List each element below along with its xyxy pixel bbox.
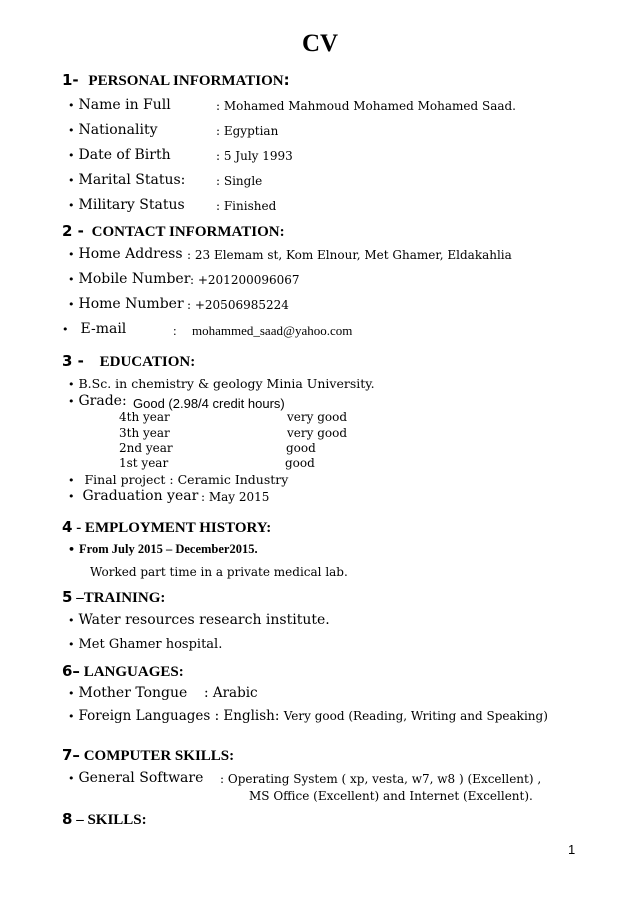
year-row-4-label: 1st year: [119, 456, 169, 470]
section-label: – SKILLS:: [76, 812, 147, 828]
training-item-2: [68, 637, 222, 652]
label: Mobile Number: [78, 271, 191, 287]
label: E-mail: [80, 321, 127, 337]
contact-address-label: [68, 246, 183, 262]
section-label: LANGUAGES:: [83, 664, 184, 680]
languages-mother-value: : Arabic: [204, 685, 258, 701]
bullet: •: [68, 687, 75, 700]
computer-line-1: : Operating System ( xp, vesta, w7, w8 ) (Excellent) ,: [220, 772, 542, 786]
employment-description: Worked part time in a private medical lab.: [90, 565, 348, 579]
bullet: •: [68, 710, 75, 723]
year-row-1-label: 4th year: [119, 410, 170, 424]
label: Nationality: [78, 122, 158, 138]
bullet: •: [68, 395, 75, 408]
section-label: COMPUTER SKILLS:: [83, 748, 235, 764]
label: Final project : Ceramic Industry: [84, 472, 289, 487]
bullet: •: [68, 124, 75, 137]
personal-military-label: [68, 197, 185, 213]
section-label: CONTACT INFORMATION:: [91, 224, 285, 240]
label: Water resources research institute.: [78, 612, 330, 628]
bullet: •: [68, 199, 75, 212]
education-graduation: [68, 488, 198, 504]
section-label: EDUCATION:: [99, 354, 196, 370]
bullet: •: [68, 273, 75, 286]
section-personal-heading: [62, 71, 290, 90]
year-row-3-label: 2nd year: [119, 441, 173, 455]
contact-mobile-value: : +201200096067: [190, 273, 300, 287]
section-education-heading: [62, 352, 195, 371]
bullet: •: [68, 638, 75, 651]
section-number: 7–: [62, 746, 80, 764]
education-grade-value: Good (2.98/4 credit hours): [133, 396, 285, 411]
training-item-1: [68, 612, 330, 628]
label: Home Address: [78, 246, 183, 262]
education-project: [68, 472, 288, 487]
personal-name-value: : Mohamed Mahmoud Mohamed Mohamed Saad.: [216, 99, 516, 113]
label: Foreign Languages : English:: [78, 708, 280, 724]
contact-home-value: : +20506985224: [187, 298, 289, 312]
label: Date of Birth: [78, 147, 171, 163]
bullet: •: [68, 99, 75, 112]
bullet: •: [68, 174, 75, 187]
label: B.Sc. in chemistry & geology Minia University.: [78, 376, 375, 391]
label: Name in Full: [78, 97, 171, 113]
personal-name-label: [68, 97, 171, 113]
contact-home-label: [68, 296, 184, 312]
section-training-heading: [62, 588, 165, 607]
bullet: •: [68, 543, 76, 556]
foreign-value: Very good (Reading, Writing and Speaking): [283, 709, 548, 723]
bullet: •: [68, 614, 75, 627]
personal-nationality-value: : Egyptian: [216, 124, 279, 138]
section-label: PERSONAL INFORMATION: [88, 73, 284, 89]
label: Mother Tongue: [78, 685, 188, 701]
year-row-3-grade: good: [286, 441, 316, 455]
contact-address-value: : 23 Elemam st, Kom Elnour, Met Ghamer, Eldakahlia: [187, 248, 512, 262]
employment-period: [68, 542, 258, 557]
languages-foreign: [68, 708, 548, 724]
section-number: 8: [62, 810, 73, 828]
bullet: •: [68, 378, 75, 391]
cv-title: CV: [302, 30, 339, 57]
label: General Software: [78, 770, 204, 786]
section-number: 3 -: [62, 352, 84, 370]
personal-dob-label: [68, 147, 171, 163]
bullet: •: [68, 772, 75, 785]
section-number: 5: [62, 588, 73, 606]
bullet: •: [68, 298, 75, 311]
year-row-4-grade: good: [285, 456, 315, 470]
label: Home Number: [78, 296, 184, 312]
bullet: •: [68, 248, 75, 261]
section-number: 6–: [62, 662, 80, 680]
personal-marital-value: : Single: [216, 174, 263, 188]
year-row-1-grade: very good: [287, 410, 348, 424]
education-graduation-value: : May 2015: [201, 490, 270, 504]
contact-email-colon: :: [173, 323, 177, 338]
bullet: •: [68, 490, 75, 503]
section-skills-heading: [62, 810, 147, 829]
bullet: •: [68, 149, 75, 162]
year-row-2-label: 3th year: [119, 426, 170, 440]
contact-email-value: mohammed_saad@yahoo.com: [192, 323, 353, 338]
section-number: 4: [62, 518, 73, 536]
section-employment-heading: [62, 518, 271, 537]
label: Marital Status:: [78, 172, 186, 188]
label: From July 2015 – December2015.: [79, 542, 258, 556]
computer-general-label: [68, 770, 203, 786]
label: Graduation year: [82, 488, 199, 504]
contact-email-label: [62, 321, 126, 337]
bullet: •: [62, 323, 69, 336]
personal-marital-label: [68, 172, 185, 188]
section-label: –TRAINING:: [76, 590, 166, 606]
personal-dob-value: : 5 July 1993: [216, 149, 293, 163]
section-label: - EMPLOYMENT HISTORY:: [76, 520, 272, 536]
personal-military-value: : Finished: [216, 199, 277, 213]
page-number: 1: [568, 842, 576, 857]
contact-mobile-label: [68, 271, 190, 287]
education-grade: [68, 393, 127, 409]
label: Met Ghamer hospital.: [78, 637, 223, 652]
section-number: 1-: [62, 71, 79, 89]
computer-line-2: MS Office (Excellent) and Internet (Excellent).: [249, 789, 533, 803]
section-colon: :: [283, 71, 290, 89]
section-computer-heading: [62, 746, 234, 765]
section-number: 2 -: [62, 222, 84, 240]
label: Military Status: [78, 197, 185, 213]
education-degree: [68, 376, 375, 391]
section-contact-heading: [62, 222, 285, 241]
personal-nationality-label: [68, 122, 157, 138]
grade-label: Grade:: [78, 393, 127, 409]
section-languages-heading: [62, 662, 184, 681]
languages-mother: [68, 685, 187, 701]
bullet: •: [68, 474, 75, 487]
year-row-2-grade: very good: [287, 426, 348, 440]
